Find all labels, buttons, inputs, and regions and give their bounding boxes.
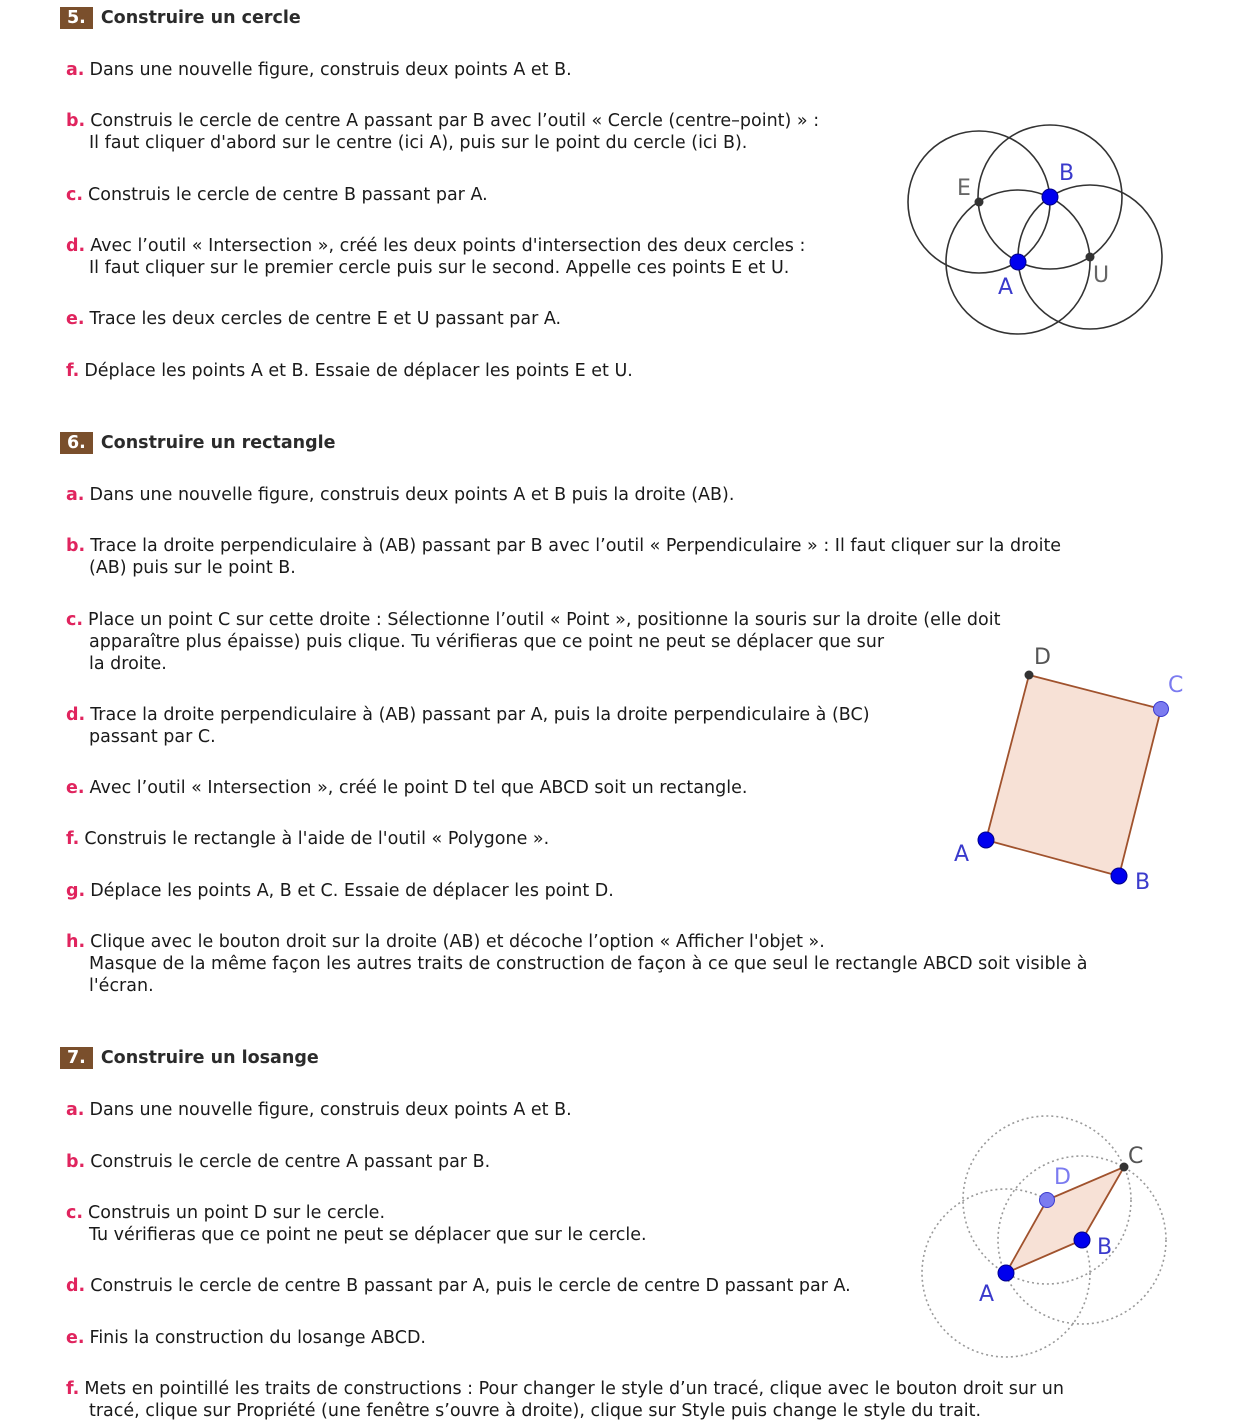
point-e[interactable] bbox=[975, 198, 984, 207]
list-item bbox=[66, 1202, 385, 1224]
item-label: c. bbox=[66, 185, 84, 205]
item-text: Dans une nouvelle figure, construis deux points A et B puis la droite (AB). bbox=[89, 485, 735, 505]
list-item bbox=[66, 931, 825, 953]
item-text: Construis le cercle de centre A passant par B avec l’outil « Cercle (centre–point) » : bbox=[90, 111, 820, 131]
point-b[interactable] bbox=[1111, 868, 1127, 884]
item-text: Trace la droite perpendiculaire à (AB) passant par B avec l’outil « Perpendiculaire » : Il faut cliquer sur la droite bbox=[90, 536, 1062, 556]
list-item bbox=[66, 704, 870, 726]
figure-rectangle bbox=[940, 640, 1200, 900]
item-text: Déplace les points A, B et C. Essaie de déplacer les point D. bbox=[90, 881, 614, 901]
figure-rhombus bbox=[915, 1110, 1175, 1370]
point-a[interactable] bbox=[978, 832, 994, 848]
section-title: Construire un rectangle bbox=[100, 433, 336, 453]
item-text: Clique avec le bouton droit sur la droite (AB) et décoche l’option « Afficher l'objet ». bbox=[90, 932, 825, 952]
list-item bbox=[66, 880, 614, 902]
item-continuation: Tu vérifieras que ce point ne peut se déplacer que sur le cercle. bbox=[89, 1225, 647, 1245]
point-c[interactable] bbox=[1154, 702, 1169, 717]
item-label: d. bbox=[66, 236, 86, 256]
item-label: c. bbox=[66, 1203, 84, 1223]
list-item bbox=[66, 1378, 1064, 1400]
item-label: a. bbox=[66, 1100, 85, 1120]
list-item bbox=[66, 308, 561, 330]
item-label: b. bbox=[66, 111, 86, 131]
point-label-b: B bbox=[1097, 1235, 1113, 1260]
item-label: f. bbox=[66, 361, 80, 381]
point-label-d: D bbox=[1054, 1165, 1071, 1190]
item-text: Trace la droite perpendiculaire à (AB) passant par A, puis la droite perpendiculaire à (BC) bbox=[90, 705, 870, 725]
section-7-heading bbox=[60, 1047, 319, 1069]
list-item bbox=[66, 59, 572, 81]
item-label: f. bbox=[66, 829, 80, 849]
item-text: Dans une nouvelle figure, construis deux points A et B. bbox=[89, 1100, 572, 1120]
item-text: Construis le cercle de centre A passant par B. bbox=[90, 1152, 491, 1172]
list-item bbox=[66, 1275, 851, 1297]
section-number: 6. bbox=[60, 432, 93, 454]
point-a[interactable] bbox=[998, 1265, 1014, 1281]
item-label: e. bbox=[66, 778, 85, 798]
item-label: b. bbox=[66, 536, 86, 556]
list-item bbox=[66, 609, 1000, 631]
point-b[interactable] bbox=[1042, 189, 1058, 205]
item-label: d. bbox=[66, 1276, 86, 1296]
list-item bbox=[66, 184, 488, 206]
point-label-a: A bbox=[979, 1282, 995, 1307]
section-5-heading bbox=[60, 7, 301, 29]
item-label: e. bbox=[66, 309, 85, 329]
item-text: Avec l’outil « Intersection », créé les deux points d'intersection des deux cercles : bbox=[90, 236, 806, 256]
point-label-e: E bbox=[957, 176, 971, 201]
item-text: Place un point C sur cette droite : Sélectionne l’outil « Point », positionne la souris sur la droite (elle doit bbox=[88, 610, 1001, 630]
list-item bbox=[66, 1327, 426, 1349]
item-text: Construis un point D sur le cercle. bbox=[88, 1203, 386, 1223]
list-item bbox=[66, 828, 549, 850]
point-label-b: B bbox=[1059, 161, 1075, 186]
list-item bbox=[66, 1151, 490, 1173]
point-u[interactable] bbox=[1086, 253, 1095, 262]
item-text: Déplace les points A et B. Essaie de déplacer les points E et U. bbox=[84, 361, 633, 381]
point-label-d: D bbox=[1034, 645, 1051, 670]
point-d[interactable] bbox=[1025, 671, 1034, 680]
item-label: d. bbox=[66, 705, 86, 725]
item-text: Avec l’outil « Intersection », créé le point D tel que ABCD soit un rectangle. bbox=[89, 778, 748, 798]
list-item bbox=[66, 360, 633, 382]
item-continuation: la droite. bbox=[89, 654, 167, 674]
section-number: 7. bbox=[60, 1047, 93, 1069]
item-text: Construis le cercle de centre B passant par A. bbox=[88, 185, 488, 205]
list-item bbox=[66, 777, 747, 799]
item-continuation: tracé, clique sur Propriété (une fenêtre s’ouvre à droite), clique sur Style puis change le style du trait. bbox=[89, 1401, 982, 1421]
item-label: a. bbox=[66, 485, 85, 505]
point-label-a: A bbox=[954, 842, 970, 867]
list-item bbox=[66, 535, 1061, 557]
item-continuation: Masque de la même façon les autres traits de construction de façon à ce que seul le rectangle ABCD soit visible à bbox=[89, 954, 1088, 974]
item-label: e. bbox=[66, 1328, 85, 1348]
item-continuation: l'écran. bbox=[89, 976, 154, 996]
list-item bbox=[66, 1099, 572, 1121]
item-continuation: passant par C. bbox=[89, 727, 216, 747]
rectangle-abcd[interactable] bbox=[986, 675, 1161, 876]
point-a[interactable] bbox=[1010, 254, 1026, 270]
item-continuation: (AB) puis sur le point B. bbox=[89, 558, 296, 578]
list-item bbox=[66, 110, 819, 132]
item-label: b. bbox=[66, 1152, 86, 1172]
point-b[interactable] bbox=[1074, 1232, 1090, 1248]
item-label: f. bbox=[66, 1379, 80, 1399]
list-item bbox=[66, 484, 734, 506]
item-continuation: apparaître plus épaisse) puis clique. Tu vérifieras que ce point ne peut se déplacer que sur bbox=[89, 632, 885, 652]
item-label: h. bbox=[66, 932, 86, 952]
item-text: Dans une nouvelle figure, construis deux points A et B. bbox=[89, 60, 572, 80]
point-label-a: A bbox=[998, 275, 1014, 300]
figure-circles bbox=[900, 115, 1170, 345]
list-item bbox=[66, 235, 805, 257]
item-text: Construis le rectangle à l'aide de l'outil « Polygone ». bbox=[84, 829, 550, 849]
point-label-u: U bbox=[1093, 263, 1110, 288]
item-label: a. bbox=[66, 60, 85, 80]
section-title: Construire un cercle bbox=[100, 8, 301, 28]
section-title: Construire un losange bbox=[100, 1048, 319, 1068]
item-label: c. bbox=[66, 610, 84, 630]
item-text: Mets en pointillé les traits de constructions : Pour changer le style d’un tracé, clique avec le bouton droit sur un bbox=[84, 1379, 1064, 1399]
section-number: 5. bbox=[60, 7, 93, 29]
item-continuation: Il faut cliquer d'abord sur le centre (ici A), puis sur le point du cercle (ici B). bbox=[89, 133, 748, 153]
item-text: Finis la construction du losange ABCD. bbox=[89, 1328, 426, 1348]
point-label-c: C bbox=[1128, 1144, 1144, 1169]
section-6-heading bbox=[60, 432, 336, 454]
point-d[interactable] bbox=[1040, 1193, 1055, 1208]
item-continuation: Il faut cliquer sur le premier cercle puis sur le second. Appelle ces points E et U. bbox=[89, 258, 790, 278]
item-text: Trace les deux cercles de centre E et U passant par A. bbox=[89, 309, 562, 329]
point-label-b: B bbox=[1135, 870, 1151, 895]
item-label: g. bbox=[66, 881, 86, 901]
item-text: Construis le cercle de centre B passant par A, puis le cercle de centre D passant par A. bbox=[90, 1276, 851, 1296]
point-label-c: C bbox=[1168, 673, 1184, 698]
